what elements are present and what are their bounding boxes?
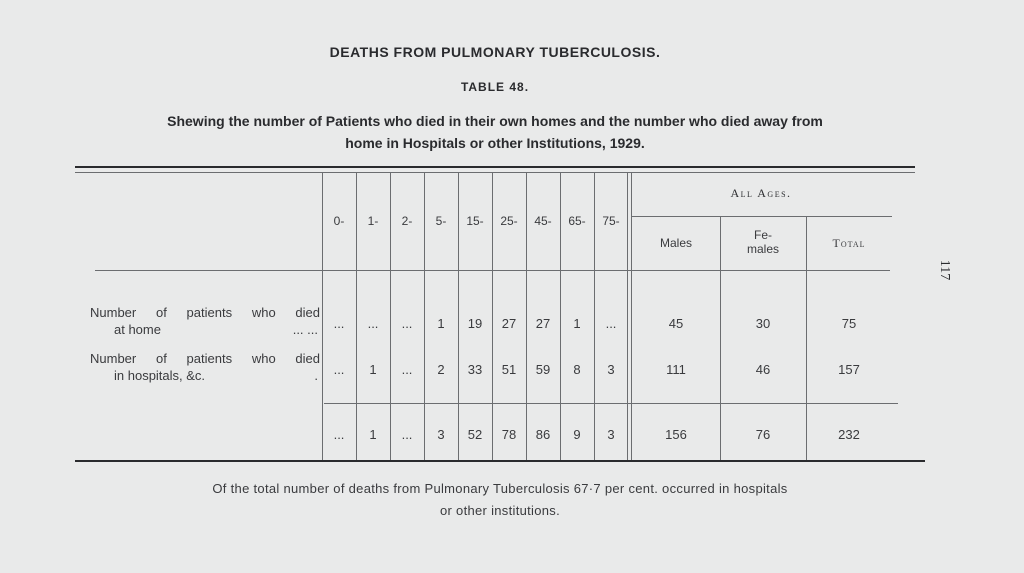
females-cell: 46 (755, 362, 771, 377)
age-header-1: 1- (367, 214, 379, 228)
table-cell: ... (401, 316, 413, 331)
totals-cell: 78 (501, 427, 517, 442)
totals-cell: 3 (607, 427, 615, 442)
totals-males-cell: 156 (665, 427, 687, 442)
row-label-leader: . (314, 368, 318, 383)
males-header: Males (659, 236, 692, 250)
row-label-at-home (90, 304, 320, 338)
total-cell: 75 (841, 316, 857, 331)
table-cell: 27 (501, 316, 517, 331)
table-top-rule (75, 166, 915, 168)
age-header-45: 45- (534, 214, 552, 228)
total-cell: 157 (838, 362, 860, 377)
table-cell: ... (401, 362, 413, 377)
footnote-line-1: Of the total number of deaths from Pulmonary Tuberculosis 67·7 per cent. occurred in hospitals (212, 481, 788, 496)
table-cell: 3 (607, 362, 615, 377)
table-cell: 1 (573, 316, 581, 331)
table-cell: 33 (467, 362, 483, 377)
age-header-75: 75- (602, 214, 620, 228)
column-divider (806, 217, 807, 460)
row-label-line-2: at home (114, 322, 161, 337)
table-cell: ... (333, 316, 345, 331)
table-top-rule-thin (75, 172, 915, 173)
table-cell: 2 (437, 362, 445, 377)
row-label-line-1: Number of patients who died (90, 305, 320, 320)
row-label-in-hospitals (90, 350, 320, 384)
table-cell: ... (333, 362, 345, 377)
females-header-line-2: males (746, 242, 779, 256)
males-cell: 111 (666, 362, 686, 377)
table-cell: 8 (573, 362, 581, 377)
row-label-leader: ... ... (292, 322, 318, 337)
table-cell: 51 (501, 362, 517, 377)
table-subtitle (90, 110, 900, 154)
totals-cell: ... (401, 427, 413, 442)
table-bottom-rule (75, 460, 925, 462)
totals-cell: 1 (369, 427, 377, 442)
all-ages-rule (632, 216, 892, 217)
table-cell: ... (367, 316, 379, 331)
age-header-0: 0- (333, 214, 345, 228)
totals-rule (324, 403, 898, 404)
row-label-line-1: Number of patients who died (90, 351, 320, 366)
totals-cell: 86 (535, 427, 551, 442)
page-number: 117 (937, 259, 953, 281)
females-header (720, 228, 806, 256)
males-cell: 45 (668, 316, 684, 331)
table-cell: 1 (437, 316, 445, 331)
females-header-line-1: Fe- (754, 228, 772, 242)
age-header-5: 5- (435, 214, 447, 228)
table-cell: ... (605, 316, 617, 331)
subtitle-line-2: home in Hospitals or other Institutions, 1929. (345, 135, 645, 151)
totals-cell: 9 (573, 427, 581, 442)
all-ages-header: All Ages. (730, 186, 792, 200)
grand-total-cell: 232 (838, 427, 860, 442)
subtitle-line-1: Shewing the number of Patients who died in their own homes and the number who died away from (167, 113, 823, 129)
footnote (120, 478, 880, 522)
age-header-25: 25- (500, 214, 518, 228)
totals-cell: ... (333, 427, 345, 442)
table-cell: 1 (369, 362, 377, 377)
total-header: Total (832, 236, 866, 250)
row-label-line-2: in hospitals, &c. (114, 368, 206, 383)
totals-cell: 52 (467, 427, 483, 442)
age-header-65: 65- (568, 214, 586, 228)
totals-cell: 3 (437, 427, 445, 442)
age-header-2: 2- (401, 214, 413, 228)
totals-females-cell: 76 (755, 427, 771, 442)
page-title: DEATHS FROM PULMONARY TUBERCULOSIS. (329, 44, 661, 60)
table-cell: 27 (535, 316, 551, 331)
females-cell: 30 (755, 316, 771, 331)
age-header-15: 15- (466, 214, 484, 228)
table-label: TABLE 48. (460, 80, 530, 94)
table-cell: 19 (467, 316, 483, 331)
footnote-line-2: or other institutions. (439, 503, 561, 518)
table-cell: 59 (535, 362, 551, 377)
